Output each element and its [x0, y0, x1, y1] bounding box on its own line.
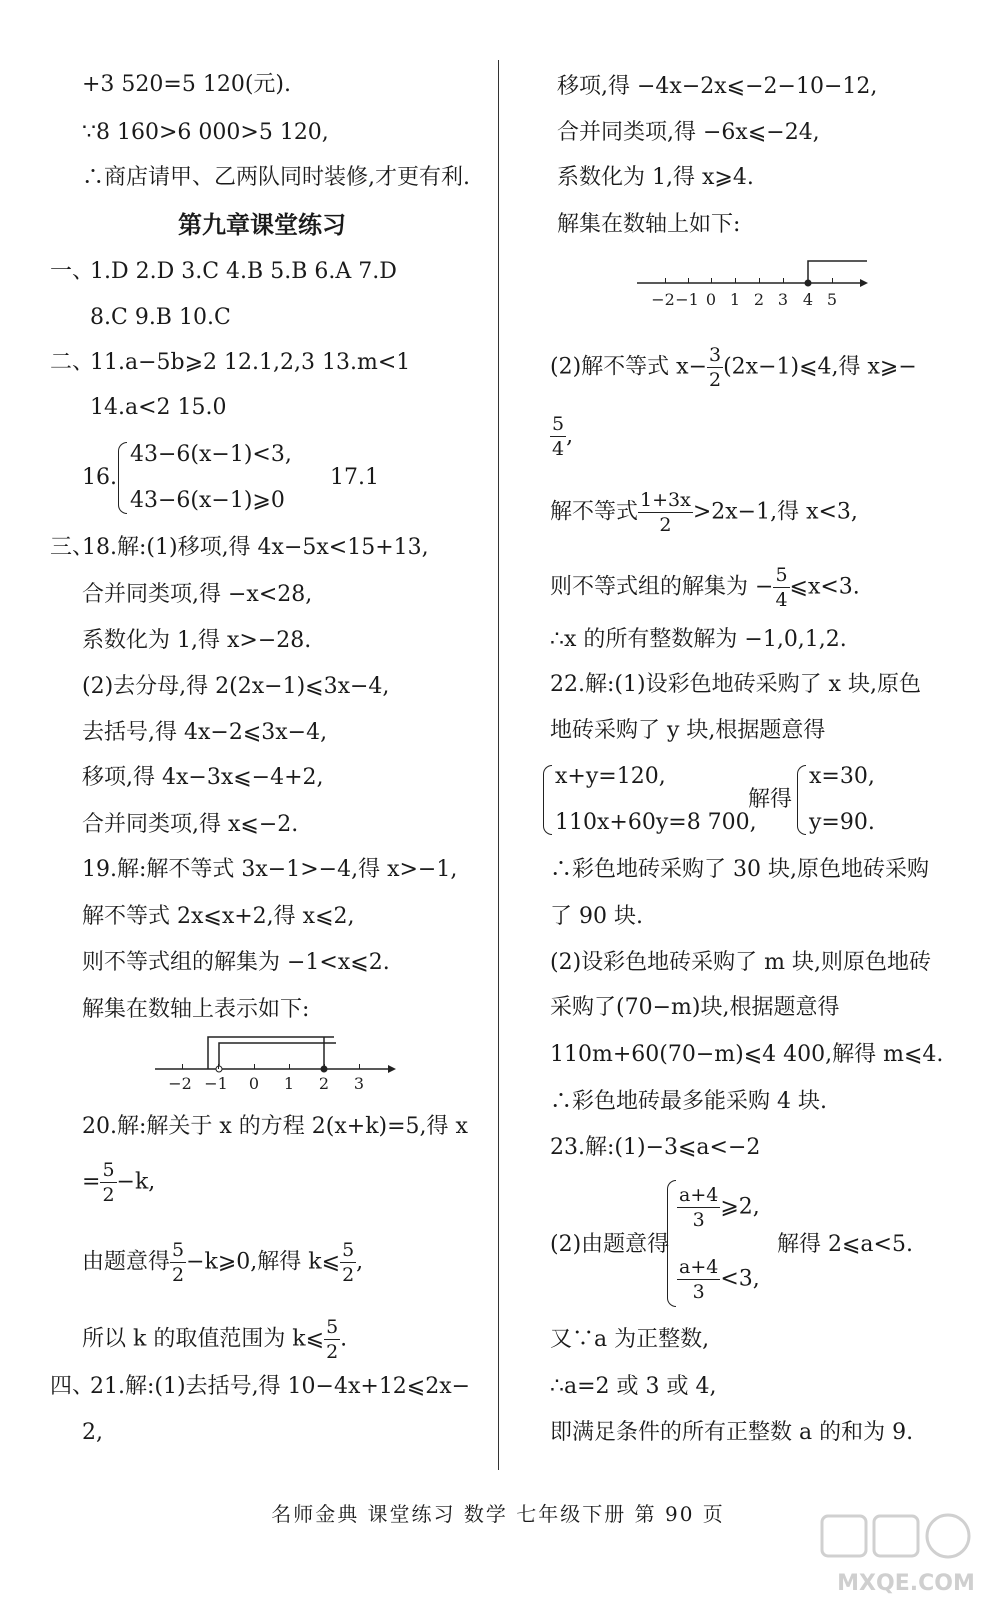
text-line: 解不等式 2x⩽x+2,得 x⩽2, [82, 904, 355, 929]
fraction-numerator: 5 [102, 1159, 115, 1181]
system-line: x=30, [809, 764, 875, 789]
fraction [677, 1183, 720, 1232]
tick-label: 2 [318, 1074, 330, 1093]
text-fragment: <3, [720, 1266, 760, 1292]
text-line: ∴彩色地砖采购了 30 块,原色地砖采购 [550, 857, 929, 882]
section-heading: 三、 [50, 535, 95, 560]
text-line: 22.解:(1)设彩色地砖采购了 x 块,原色 [550, 672, 921, 697]
fraction-denominator: 2 [326, 1341, 339, 1363]
fraction-denominator: 3 [692, 1281, 705, 1303]
text-line: 合并同类项,得 −6x⩽−24, [557, 120, 820, 145]
math-line [677, 1183, 760, 1232]
brace [118, 442, 127, 514]
text-fragment: 解不等式 [550, 499, 639, 525]
math-line [82, 1158, 155, 1207]
fraction [677, 1255, 720, 1304]
text-fragment: . [340, 1326, 348, 1352]
math-line [550, 343, 917, 392]
text-fragment: 解得 2⩽a<5. [777, 1232, 913, 1257]
text-line: 18.解:(1)移项,得 4x−5x<15+13, [82, 535, 429, 560]
fraction-numerator: a+4 [679, 1256, 719, 1278]
text-fragment: 解得 [748, 787, 793, 812]
text-line: 合并同类项,得 −x<28, [82, 582, 313, 607]
system-line: 43−6(x−1)⩾0 [130, 488, 285, 513]
fraction-denominator: 3 [692, 1209, 705, 1231]
fraction-denominator: 4 [552, 438, 565, 460]
text-line: 去括号,得 4x−2⩽3x−4, [82, 720, 328, 745]
text-fragment: −k⩾0,解得 k⩽ [186, 1249, 341, 1275]
text-line: ∴a=2 或 3 或 4, [550, 1374, 717, 1399]
math-line [550, 488, 858, 537]
text-fragment: (2)由题意得 [550, 1232, 670, 1257]
brace [797, 765, 806, 835]
section-heading: 四、 [50, 1374, 95, 1399]
text-fragment: ⩽x<3. [789, 574, 860, 600]
math-line [82, 1238, 363, 1287]
fraction-denominator: 2 [102, 1184, 115, 1206]
answer-row: 11.a−5b⩾2 12.1,2,3 13.m<1 [90, 350, 411, 375]
text-line: (2)设彩色地砖采购了 m 块,则原色地砖 [550, 950, 932, 975]
text-line: 了 90 块. [550, 904, 643, 929]
fraction-denominator: 2 [172, 1264, 185, 1286]
tick-label: 4 [802, 290, 814, 309]
text-fragment: = [82, 1169, 101, 1195]
chapter-title: 第九章课堂练习 [178, 210, 346, 239]
text-fragment: 所以 k 的取值范围为 k⩽ [82, 1326, 325, 1352]
tick-label: 1 [729, 290, 741, 309]
text-line: 则不等式组的解集为 −1<x⩽2. [82, 950, 390, 975]
fraction-denominator: 4 [775, 589, 788, 611]
math-line [82, 1315, 347, 1364]
fraction [170, 1238, 186, 1287]
tick-label: 5 [826, 290, 838, 309]
tick-label: 3 [777, 290, 789, 309]
answer-row: 14.a<2 15.0 [90, 395, 227, 420]
brace [667, 1180, 676, 1307]
answer-row: 1.D 2.D 3.C 4.B 5.B 6.A 7.D [90, 259, 397, 284]
text-fragment: (2)解不等式 x− [550, 354, 707, 380]
fraction-numerator: 1+3x [640, 489, 691, 511]
text-fragment: >2x−1,得 x<3, [692, 499, 858, 525]
fraction [638, 488, 693, 537]
text-line: 20.解:解关于 x 的方程 2(x+k)=5,得 x [82, 1114, 468, 1139]
section-heading: 一、 [50, 259, 95, 284]
text-line: ∴彩色地砖最多能采购 4 块. [550, 1089, 827, 1114]
section-heading: 二、 [50, 350, 95, 375]
fraction-numerator: 5 [775, 564, 788, 586]
page-footer: 名师金典 课堂练习 数学 七年级下册 第 90 页 [271, 1502, 725, 1526]
fraction-numerator: 5 [342, 1239, 355, 1261]
fraction-denominator: 2 [342, 1264, 355, 1286]
text-fragment: , [356, 1249, 364, 1275]
text-fragment: (2x−1)⩽4,得 x⩾− [723, 354, 917, 380]
fraction-numerator: 3 [709, 344, 722, 366]
text-line: 又∵a 为正整数, [550, 1327, 710, 1352]
text-line: 23.解:(1)−3⩽a<−2 [550, 1135, 761, 1160]
text-line: (2)去分母,得 2(2x−1)⩽3x−4, [82, 674, 390, 699]
text-fragment: , [566, 423, 574, 449]
fraction [340, 1238, 356, 1287]
answer-17: 17.1 [330, 465, 379, 490]
fraction-numerator: 5 [552, 413, 565, 435]
fraction [773, 563, 789, 612]
text-line: 解集在数轴上表示如下: [82, 997, 310, 1022]
system-line: y=90. [809, 810, 875, 835]
text-line: 2, [82, 1420, 103, 1445]
text-line: 地砖采购了 y 块,根据题意得 [550, 718, 826, 743]
fraction [707, 343, 723, 392]
text-fragment: 则不等式组的解集为 − [550, 574, 774, 600]
text-line: 解集在数轴上如下: [557, 212, 741, 237]
question-label: 16. [82, 465, 117, 490]
text-fragment: 由题意得 [82, 1249, 171, 1275]
fraction [100, 1158, 116, 1207]
fraction-numerator: a+4 [679, 1184, 719, 1206]
svg-text:MXQE.COM: MXQE.COM [837, 1571, 975, 1596]
tick-label: 0 [248, 1074, 260, 1093]
text-line: 合并同类项,得 x⩽−2. [82, 812, 299, 837]
math-line [550, 412, 573, 461]
text-line: 移项,得 4x−3x⩽−4+2, [82, 765, 324, 790]
tick-label: 1 [283, 1074, 295, 1093]
text-line: 移项,得 −4x−2x⩽−2−10−12, [557, 74, 878, 99]
text-line: ∴商店请甲、乙两队同时装修,才更有利. [82, 165, 470, 190]
tick-label: −2 [168, 1074, 192, 1093]
number-line-2 [635, 255, 875, 315]
text-fragment: ⩾2, [720, 1194, 760, 1220]
system-line: x+y=120, [555, 764, 666, 789]
text-fragment: −k, [116, 1169, 156, 1195]
column-divider [498, 60, 499, 1470]
text-line: 19.解:解不等式 3x−1>−4,得 x>−1, [82, 857, 458, 882]
tick-label: 0 [705, 290, 717, 309]
fraction-denominator: 2 [659, 514, 672, 536]
fraction [550, 412, 566, 461]
fraction [324, 1315, 340, 1364]
brace [543, 765, 552, 835]
tick-label: −1 [204, 1074, 228, 1093]
fraction-numerator: 5 [326, 1316, 339, 1338]
text-line: 即满足条件的所有正整数 a 的和为 9. [550, 1420, 914, 1445]
tick-label: 2 [753, 290, 765, 309]
math-line [677, 1255, 760, 1304]
text-line: ∴x 的所有整数解为 −1,0,1,2. [550, 627, 847, 652]
text-line: 采购了(70−m)块,根据题意得 [550, 995, 840, 1020]
system-line: 43−6(x−1)<3, [130, 442, 292, 467]
math-line [550, 563, 860, 612]
watermark-logo [818, 1510, 993, 1598]
fraction-numerator: 5 [172, 1239, 185, 1261]
text-line: +3 520=5 120(元). [82, 72, 291, 97]
answer-row: 8.C 9.B 10.C [90, 305, 231, 330]
text-line: 系数化为 1,得 x>−28. [82, 628, 312, 653]
fraction-denominator: 2 [709, 369, 722, 391]
text-line: 系数化为 1,得 x⩾4. [557, 165, 754, 190]
text-line: 21.解:(1)去括号,得 10−4x+12⩽2x− [90, 1374, 471, 1399]
text-line: 110m+60(70−m)⩽4 400,解得 m⩽4. [550, 1042, 944, 1067]
number-line-1 [150, 1035, 400, 1095]
text-line: ∵8 160>6 000>5 120, [82, 120, 329, 145]
tick-label: 3 [353, 1074, 365, 1093]
tick-label: −1 [675, 290, 699, 309]
tick-label: −2 [651, 290, 675, 309]
system-line: 110x+60y=8 700, [555, 810, 757, 835]
